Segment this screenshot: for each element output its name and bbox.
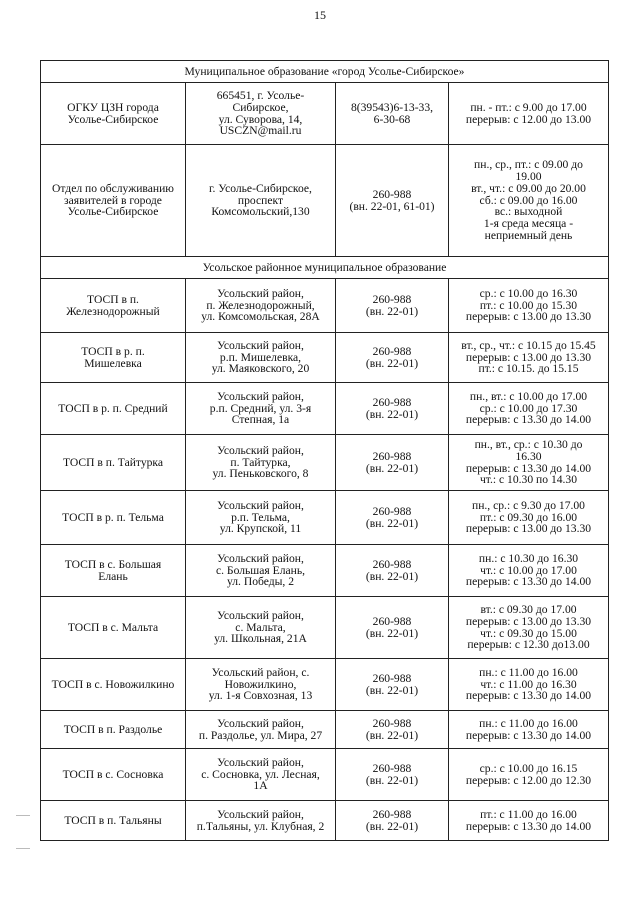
- phone-cell: 260-988 (вн. 22-01): [336, 333, 449, 383]
- hours-cell: ср.: с 10.00 до 16.15 перерыв: с 12.00 до 12.30: [449, 749, 609, 801]
- table-row: [41, 597, 609, 659]
- phone-cell: 260-988 (вн. 22-01): [336, 711, 449, 749]
- hours-cell: ср.: с 10.00 до 16.30 пт.: с 10.00 до 15.30 перерыв: с 13.00 до 13.30: [449, 279, 609, 333]
- phone-cell: 260-988 (вн. 22-01): [336, 597, 449, 659]
- office-name-cell: ТОСП в с. Сосновка: [41, 749, 186, 801]
- section-title: Муниципальное образование «город Усолье-Сибирское»: [41, 61, 609, 83]
- hours-cell: пн.: с 11.00 до 16.00 перерыв: с 13.30 до 14.00: [449, 711, 609, 749]
- margin-mark: [16, 815, 30, 816]
- hours-cell: пн.: с 11.00 до 16.00 чт.: с 11.00 до 16.30 перерыв: с 13.30 до 14.00: [449, 659, 609, 711]
- table-row: [41, 145, 609, 257]
- hours-cell: пн.: с 10.30 до 16.30 чт.: с 10.00 до 17.00 перерыв: с 13.30 до 14.00: [449, 545, 609, 597]
- phone-cell: 260-988 (вн. 22-01): [336, 435, 449, 491]
- phone-cell: 260-988 (вн. 22-01): [336, 801, 449, 841]
- section-title: Усольское районное муниципальное образование: [41, 257, 609, 279]
- office-name-cell: ТОСП в р. п. Тельма: [41, 491, 186, 545]
- phone-cell: 260-988 (вн. 22-01): [336, 749, 449, 801]
- page-number: 15: [314, 8, 326, 22]
- office-name-cell: ТОСП в с. Мальта: [41, 597, 186, 659]
- office-name-cell: ТОСП в п. Раздолье: [41, 711, 186, 749]
- table-row: [41, 333, 609, 383]
- table-row: [41, 545, 609, 597]
- office-name-cell: ОГКУ ЦЗН города Усолье-Сибирское: [41, 83, 186, 145]
- phone-cell: 260-988 (вн. 22-01): [336, 545, 449, 597]
- phone-cell: 260-988 (вн. 22-01, 61-01): [336, 145, 449, 257]
- table-row: [41, 383, 609, 435]
- table-row: [41, 801, 609, 841]
- section-header-row: [41, 257, 609, 279]
- hours-cell: вт., ср., чт.: с 10.15 до 15.45 перерыв: с 13.00 до 13.30 пт.: с 10.15. до 15.15: [449, 333, 609, 383]
- phone-cell: 260-988 (вн. 22-01): [336, 491, 449, 545]
- address-cell: Усольский район, с. Сосновка, ул. Лесная, 1А: [186, 749, 336, 801]
- offices-table: [40, 60, 609, 841]
- table-row: [41, 435, 609, 491]
- phone-cell: 260-988 (вн. 22-01): [336, 383, 449, 435]
- table-row: [41, 711, 609, 749]
- hours-cell: вт.: с 09.30 до 17.00 перерыв: с 13.00 до 13.30 чт.: с 09.30 до 15.00 перерыв: с 12.30 до13.00: [449, 597, 609, 659]
- hours-cell: пн. - пт.: с 9.00 до 17.00 перерыв: с 12.00 до 13.00: [449, 83, 609, 145]
- address-cell: Усольский район, с. Мальта, ул. Школьная, 21А: [186, 597, 336, 659]
- office-name-cell: ТОСП в с. Большая Елань: [41, 545, 186, 597]
- hours-cell: пт.: с 11.00 до 16.00 перерыв: с 13.30 до 14.00: [449, 801, 609, 841]
- table-row: [41, 491, 609, 545]
- address-cell: Усольский район, с. Большая Елань, ул. Победы, 2: [186, 545, 336, 597]
- address-cell: Усольский район, с. Новожилкино, ул. 1-я Совхозная, 13: [186, 659, 336, 711]
- office-name-cell: ТОСП в с. Новожилкино: [41, 659, 186, 711]
- address-cell: Усольский район, п. Раздолье, ул. Мира, 27: [186, 711, 336, 749]
- address-cell: 665451, г. Усолье- Сибирское, ул. Суворова, 14, USCZN@mail.ru: [186, 83, 336, 145]
- hours-cell: пн., вт.: с 10.00 до 17.00 ср.: с 10.00 до 17.30 перерыв: с 13.30 до 14.00: [449, 383, 609, 435]
- address-cell: Усольский район, р.п. Средний, ул. 3-я Степная, 1а: [186, 383, 336, 435]
- table-row: [41, 659, 609, 711]
- margin-mark: [16, 848, 30, 849]
- section-header-row: [41, 61, 609, 83]
- hours-cell: пн., ср., пт.: с 09.00 до 19.00 вт., чт.: с 09.00 до 20.00 сб.: с 09.00 до 16.00 вс.: выходной 1-я среда месяца - неприемный день: [449, 145, 609, 257]
- phone-cell: 260-988 (вн. 22-01): [336, 279, 449, 333]
- address-cell: Усольский район, р.п. Тельма, ул. Крупской, 11: [186, 491, 336, 545]
- office-name-cell: ТОСП в п. Железнодорожный: [41, 279, 186, 333]
- address-cell: Усольский район, п. Железнодорожный, ул. Комсомольская, 28А: [186, 279, 336, 333]
- office-name-cell: Отдел по обслуживанию заявителей в городе Усолье-Сибирское: [41, 145, 186, 257]
- address-cell: Усольский район, п. Тайтурка, ул. Пеньковского, 8: [186, 435, 336, 491]
- address-cell: Усольский район, р.п. Мишелевка, ул. Маяковского, 20: [186, 333, 336, 383]
- address-cell: Усольский район, п.Тальяны, ул. Клубная, 2: [186, 801, 336, 841]
- office-name-cell: ТОСП в р. п. Средний: [41, 383, 186, 435]
- table-row: [41, 279, 609, 333]
- hours-cell: пн., вт., ср.: с 10.30 до 16.30 перерыв: с 13.30 до 14.00 чт.: с 10.30 по 14.30: [449, 435, 609, 491]
- phone-cell: 8(39543)6-13-33, 6-30-68: [336, 83, 449, 145]
- phone-cell: 260-988 (вн. 22-01): [336, 659, 449, 711]
- office-name-cell: ТОСП в р. п. Мишелевка: [41, 333, 186, 383]
- address-cell: г. Усолье-Сибирское, проспект Комсомольский,130: [186, 145, 336, 257]
- table-row: [41, 749, 609, 801]
- table-body: [41, 61, 609, 841]
- office-name-cell: ТОСП в п. Тайтурка: [41, 435, 186, 491]
- table-row: [41, 83, 609, 145]
- office-name-cell: ТОСП в п. Тальяны: [41, 801, 186, 841]
- hours-cell: пн., ср.: с 9.30 до 17.00 пт.: с 09.30 до 16.00 перерыв: с 13.00 до 13.30: [449, 491, 609, 545]
